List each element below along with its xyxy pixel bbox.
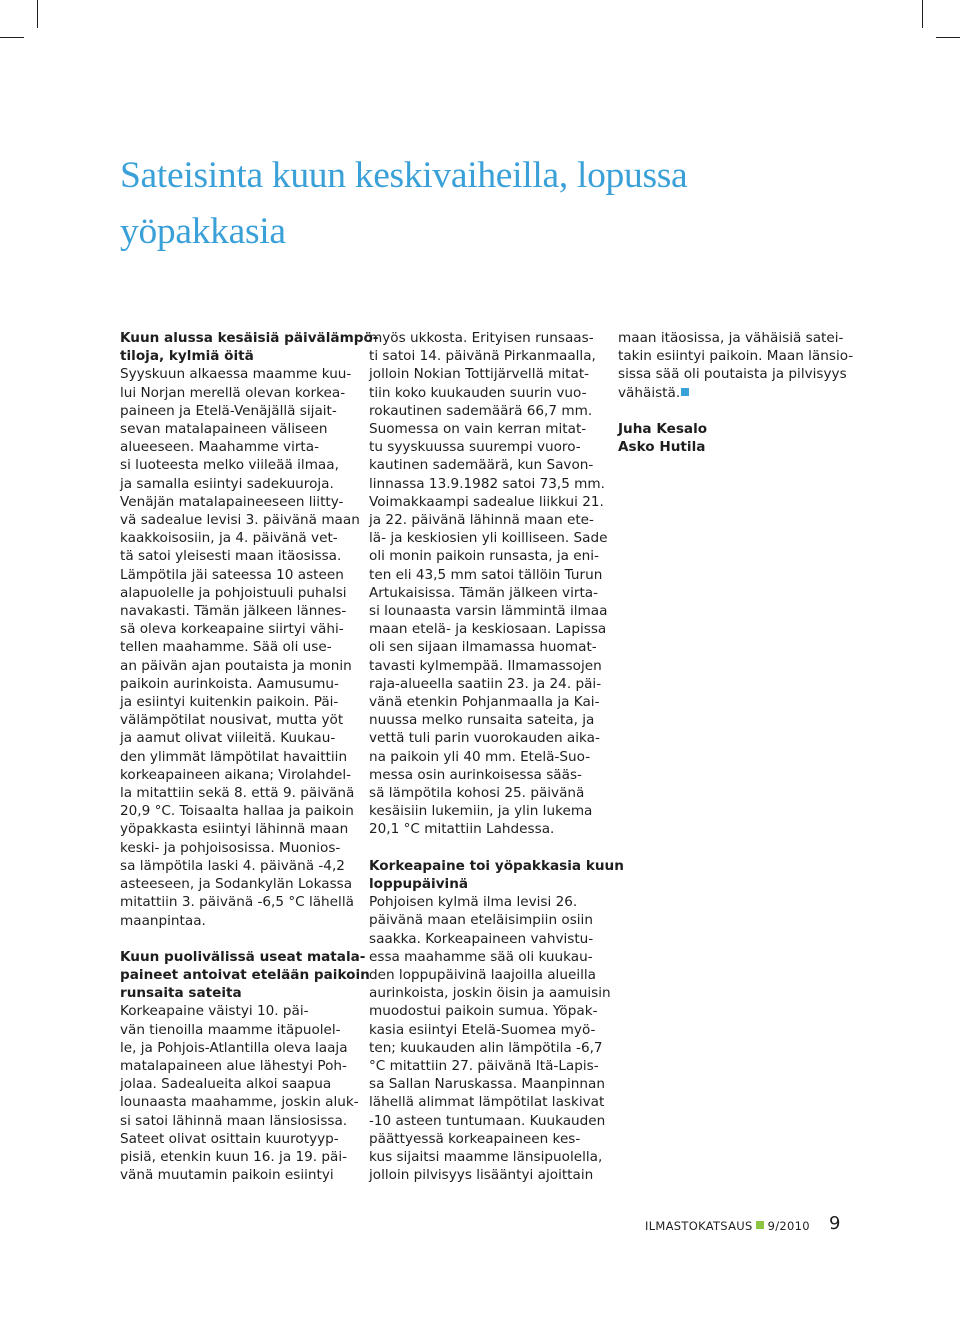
column-2 (369, 329, 624, 1184)
text-line: mitattiin 3. päivänä -6,5 °C lähellä (120, 894, 354, 911)
text-line: tavasti kylmempää. Ilmamassojen (369, 657, 602, 674)
heading-end-month (369, 857, 624, 893)
text-line: ja 22. päivänä lähinnä maan ete- (369, 512, 594, 529)
heading-mid-month (120, 948, 370, 1003)
text-line: muodostui paikoin sumua. Yöpak- (369, 1003, 598, 1020)
text-line: kasia esiintyi Etelä-Suomea myö- (369, 1021, 596, 1038)
text-line: jolloin Nokian Tottijärvellä mitat- (369, 366, 590, 383)
section-gap (369, 839, 599, 857)
text-line: den loppupäivinä laajoilla alueilla (369, 966, 596, 983)
text-line: ti satoi 14. päivänä Pirkanmaalla, (369, 348, 596, 365)
text-line: saakka. Korkeapaineen vahvistu- (369, 930, 594, 947)
crop-mark (922, 0, 923, 28)
text-line: päättyessä korkeapaineen kes- (369, 1130, 581, 1147)
text-line: matalapaineen alue lähestyi Poh- (120, 1057, 347, 1074)
text-line: -10 asteen tuntumaan. Kuukauden (369, 1112, 606, 1129)
text-line: vän tienoilla maamme itäpuolel- (120, 1021, 341, 1038)
text-line: ten; kuukauden alin lämpötila -6,7 (369, 1039, 603, 1056)
issue-number: 9/2010 (767, 1219, 810, 1233)
heading-line: Kuun puolivälissä useat matala- (120, 948, 366, 965)
text-line: raja-alueella saatiin 23. ja 24. päi- (369, 675, 602, 692)
text-line: den ylimmät lämpötilat havaittiin (120, 748, 348, 765)
text-line: tu syyskuussa suurempi vuoro- (369, 439, 581, 456)
text-line: välämpötilat nousivat, mutta yöt (120, 712, 344, 729)
section-gap (618, 402, 848, 420)
text-line: ten eli 43,5 mm satoi tällöin Turun (369, 566, 603, 583)
text-line: Sateet olivat osittain kuurotyyp- (120, 1130, 339, 1147)
text-line: linnassa 13.9.1982 satoi 73,5 mm. (369, 475, 605, 492)
text-line: oli sen sijaan ilmamassa huomat- (369, 639, 597, 656)
text-line: messa osin aurinkoisessa sääs- (369, 766, 582, 783)
text-line: ja aamut olivat viileitä. Kuukau- (120, 730, 336, 747)
heading-line: Korkeapaine toi yöpakkasia kuun (369, 857, 624, 874)
text-line: maan etelä- ja keskiosaan. Lapissa (369, 621, 607, 638)
text-line: paikoin aurinkoista. Aamusumu- (120, 675, 339, 692)
text-line: navakasti. Tämän jälkeen lännes- (120, 603, 347, 620)
text-line: si lounaasta varsin lämmintä ilmaa (369, 603, 608, 620)
page-number: 9 (829, 1213, 841, 1234)
authors (618, 420, 848, 456)
footer-magazine (645, 1216, 810, 1236)
text-line: korkeapaineen aikana; Virolahdel- (120, 766, 352, 783)
text-line: lä- ja keskiosien yli koilliseen. Sade (369, 530, 608, 547)
paragraph-early-month (120, 365, 360, 929)
paragraph-end-month (369, 893, 611, 1184)
text-line: si luoteesta melko viileää ilmaa, (120, 457, 339, 474)
heading-line: paineet antoivat etelään paikoin (120, 966, 370, 983)
text-line: jolloin pilvisyys lisääntyi ajoittain (369, 1167, 594, 1184)
text-line (618, 384, 848, 402)
text-line: tellen maahamme. Sää oli use- (120, 639, 332, 656)
text-line: alapuolelle ja pohjoistuuli puhalsi (120, 584, 347, 601)
text-line: jolaa. Sadealueita alkoi saapua (120, 1076, 332, 1093)
text-line: si satoi lähinnä maan länsiosissa. (120, 1112, 348, 1129)
last-line-text: vähäistä. (618, 384, 681, 401)
column-1 (120, 329, 379, 1184)
text-line: le, ja Pohjois-Atlantilla oleva laaja (120, 1039, 348, 1056)
text-line: 20,1 °C mitattiin Lahdessa. (369, 821, 555, 838)
text-line: °C mitattiin 27. päivänä Itä-Lapis- (369, 1057, 599, 1074)
text-line: pisiä, etenkin kuun 16. ja 19. päi- (120, 1148, 348, 1165)
text-line: na paikoin yli 40 mm. Etelä-Suo- (369, 748, 591, 765)
end-of-article-square-icon (681, 388, 689, 396)
text-line: maan itäosissa, ja vähäisiä satei- (618, 330, 844, 346)
text-line: lui Norjan merellä olevan korkea- (120, 384, 346, 401)
text-line: oli monin paikoin runsasta, ja eni- (369, 548, 599, 565)
text-line: essa maahamme sää oli kuukau- (369, 948, 593, 965)
text-line: ja esiintyi kuitenkin paikoin. Päi- (120, 694, 339, 711)
crop-mark (0, 37, 24, 38)
text-line: sissa sää oli poutaista ja pilvisyys (618, 366, 847, 383)
text-line: tä satoi yleisesti maan itäosissa. (120, 548, 342, 565)
text-line: maanpintaa. (120, 912, 206, 929)
text-line: Korkeapaine väistyi 10. päi- (120, 1003, 309, 1020)
heading-line: runsaita sateita (120, 985, 242, 1002)
text-line: aurinkoista, joskin öisin ja aamuisin (369, 985, 611, 1002)
text-line: vänä etenkin Pohjanmaalla ja Kai- (369, 694, 600, 711)
section-gap (120, 930, 350, 948)
text-line: alueeseen. Maahamme virta- (120, 439, 319, 456)
text-line: lähellä alimmat lämpötilat laskivat (369, 1094, 605, 1111)
text-line: sevan matalapaineen väliseen (120, 421, 328, 438)
paragraph-mid-month (120, 1002, 359, 1184)
text-line: asteeseen, ja Sodankylän Lokassa (120, 876, 353, 893)
text-line: an päivän ajan poutaista ja monin (120, 657, 352, 674)
heading-line: loppupäivinä (369, 875, 469, 892)
text-line: Voimakkaampi sadealue liikkui 21. (369, 493, 604, 510)
text-line: sa Sallan Naruskassa. Maanpinnan (369, 1076, 605, 1093)
text-line: yöpakkasta esiintyi lähinnä maan (120, 821, 349, 838)
text-line: keski- ja pohjoisosissa. Muonios- (120, 839, 341, 856)
text-line: Artukaisissa. Tämän jälkeen virta- (369, 584, 599, 601)
text-line: vettä tuli parin vuorokauden aika- (369, 730, 600, 747)
column-3 (618, 329, 854, 456)
text-line: sä lämpötila kohosi 25. päivänä (369, 785, 585, 802)
footer-square-icon (756, 1221, 764, 1229)
author-name: Asko Hutila (618, 439, 706, 456)
text-line: päivänä maan eteläisimpiin osiin (369, 912, 593, 929)
magazine-name: ILMASTOKATSAUS (645, 1219, 753, 1233)
text-line: Suomessa on vain kerran mitat- (369, 421, 587, 438)
text-line: tiin koko kuukauden suurin vuo- (369, 384, 587, 401)
text-line: vä sadealue levisi 3. päivänä maan (120, 512, 360, 529)
text-line: ja samalla esiintyi sadekuuroja. (120, 475, 334, 492)
text-line: myös ukkosta. Erityisen runsaas- (369, 330, 594, 346)
text-line: kaakkoisosiin, ja 4. päivänä vet- (120, 530, 338, 547)
text-line: kautinen sademäärä, kun Savon- (369, 457, 594, 474)
author-name: Juha Kesalo (618, 420, 708, 437)
text-line: nuussa melko runsaita sateita, ja (369, 712, 595, 729)
paragraph-end-month-continued (618, 329, 854, 402)
text-line: Pohjoisen kylmä ilma levisi 26. (369, 894, 578, 911)
text-line: takin esiintyi paikoin. Maan länsio- (618, 348, 854, 365)
text-line: kus sijaitsi maamme länsipuolella, (369, 1148, 603, 1165)
text-line: sä oleva korkeapaine siirtyi vähi- (120, 621, 344, 638)
crop-mark (936, 37, 960, 38)
paragraph-mid-month-continued (369, 329, 608, 839)
article-title: Sateisinta kuun keskivaiheilla, lopussa yöpakkasia (120, 155, 688, 252)
text-line: Syyskuun alkaessa maamme kuu- (120, 366, 352, 383)
text-line: sa lämpötila laski 4. päivänä -4,2 (120, 857, 345, 874)
text-line: lounaasta maahamme, joskin aluk- (120, 1094, 359, 1111)
heading-line: tiloja, kylmiä öitä (120, 348, 254, 365)
text-line: paineen ja Etelä-Venäjällä sijait- (120, 402, 337, 419)
text-line: kesäisiin lukemiin, ja ylin lukema (369, 803, 593, 820)
text-line: la mitattiin sekä 8. että 9. päivänä (120, 785, 355, 802)
heading-early-month (120, 329, 379, 365)
text-line: vänä muutamin paikoin esiintyi (120, 1167, 334, 1184)
heading-line: Kuun alussa kesäisiä päivälämpö- (120, 330, 379, 346)
text-line: Lämpötila jäi sateessa 10 asteen (120, 566, 344, 583)
text-line: Venäjän matalapaineeseen liitty- (120, 493, 344, 510)
crop-mark (37, 0, 38, 28)
text-line: rokautinen sademäärä 66,7 mm. (369, 402, 593, 419)
text-line: 20,9 °C. Toisaalta hallaa ja paikoin (120, 803, 354, 820)
